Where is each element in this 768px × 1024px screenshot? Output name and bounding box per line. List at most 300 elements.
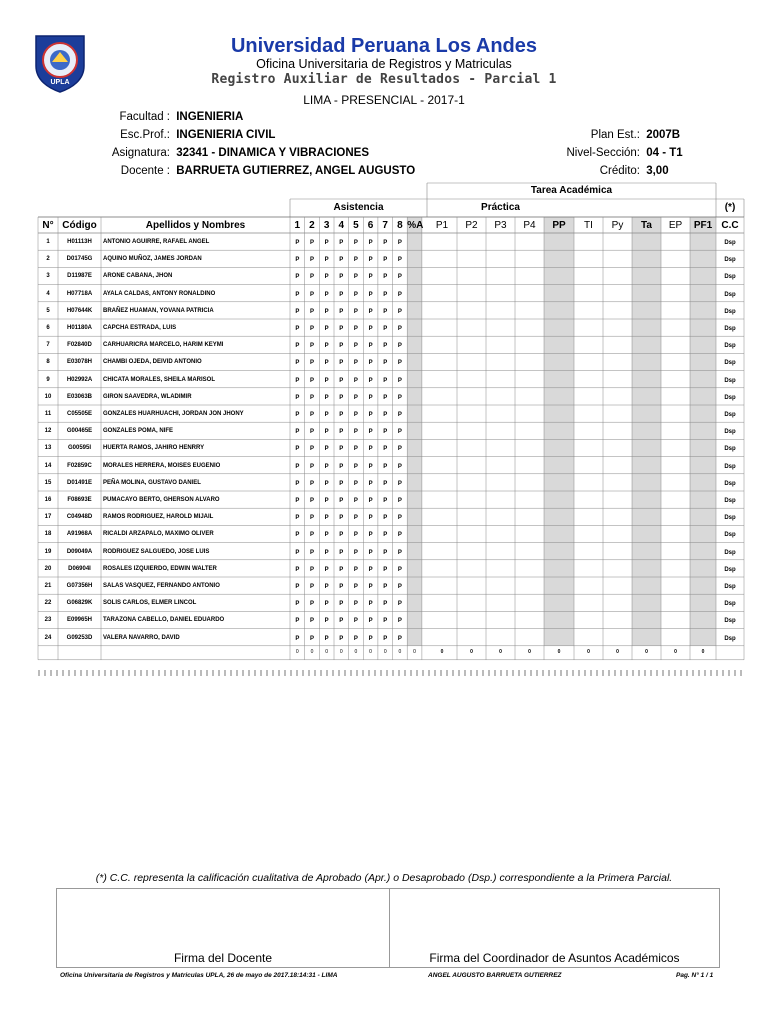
row-attendance: P [309, 343, 314, 350]
row-attendance: P [309, 394, 314, 401]
row-attendance: P [339, 618, 344, 625]
row-attendance: P [324, 480, 329, 487]
row-attendance: P [368, 584, 373, 590]
row-number: 5 [46, 307, 50, 314]
footer-office: Oficina Universitaria de Registros y Matriculas UPLA, 26 de mayo de 2017.18:14:31 - LIMA [60, 972, 338, 979]
row-attendance: P [397, 601, 402, 608]
row-attendance: P [368, 326, 373, 332]
row-attendance: P [309, 618, 314, 625]
header-col-grade: Ta [641, 220, 652, 231]
row-attendance: P [295, 498, 300, 504]
header-col-att: 5 [353, 220, 359, 231]
credito-label: Crédito: [599, 165, 640, 177]
row-attendance: P [397, 377, 402, 384]
total-att: 0 [310, 648, 314, 655]
header-col-grade: P4 [523, 220, 536, 231]
row-code: A91968A [66, 531, 93, 538]
row-attendance: P [368, 498, 373, 504]
row-attendance: P [339, 532, 344, 539]
row-cc: Dsp [724, 377, 736, 384]
row-attendance: P [383, 549, 388, 556]
row-attendance: P [353, 257, 358, 264]
row-attendance: P [295, 429, 300, 436]
row-attendance: P [324, 635, 329, 642]
header-col-grade: PP [552, 220, 566, 231]
row-attendance: P [368, 291, 373, 298]
header-col-att: 2 [309, 220, 315, 231]
row-attendance: P [309, 240, 314, 246]
row-attendance: P [397, 463, 402, 470]
row-number: 1 [46, 239, 50, 245]
nivel-value: 04 - T1 [646, 147, 683, 159]
header-col-att: 3 [323, 220, 330, 231]
row-attendance: P [383, 429, 388, 436]
row-attendance: P [309, 584, 314, 590]
row-number: 22 [44, 600, 52, 607]
row-attendance: P [353, 291, 358, 298]
row-name: TARAZONA CABELLO, DANIEL EDUARDO [103, 617, 225, 624]
row-name: VALERA NAVARRO, DAVID [103, 634, 180, 641]
row-attendance: P [324, 291, 329, 298]
total-grade: 0 [616, 648, 619, 655]
row-attendance: P [353, 635, 358, 642]
row-attendance: P [368, 377, 373, 384]
row-cc: Dsp [724, 308, 736, 315]
row-number: 7 [46, 342, 50, 349]
row-attendance: P [339, 429, 344, 436]
row-attendance: P [368, 412, 373, 418]
row-attendance: P [339, 412, 344, 418]
row-code: D06904I [68, 565, 91, 572]
row-name: GONZALES POMA, NIFE [103, 428, 174, 435]
header-col-att: 7 [382, 220, 388, 231]
row-attendance: P [295, 412, 300, 418]
row-attendance: P [353, 429, 358, 436]
row-attendance: P [397, 566, 402, 573]
row-attendance: P [309, 515, 314, 522]
row-code: E09965H [66, 617, 93, 624]
row-number: 16 [44, 497, 52, 503]
row-code: G00595I [67, 445, 92, 452]
dotted-separator [38, 670, 744, 676]
row-attendance: P [353, 601, 358, 608]
row-attendance: P [324, 429, 329, 436]
row-attendance: P [324, 308, 329, 315]
row-attendance: P [397, 549, 402, 556]
row-attendance: P [397, 360, 402, 367]
row-cc: Dsp [724, 343, 736, 350]
header-col-grade: P1 [435, 220, 449, 231]
total-grade: 0 [499, 648, 502, 655]
row-attendance: P [295, 601, 300, 608]
header-col-att: 6 [367, 220, 374, 231]
total-att: 0 [325, 648, 328, 655]
row-number: 24 [44, 634, 52, 641]
header-col-grade: P3 [494, 220, 507, 231]
row-attendance: P [397, 532, 402, 539]
row-attendance: P [324, 343, 329, 350]
row-attendance: P [383, 480, 388, 487]
row-attendance: P [324, 274, 329, 281]
row-attendance: P [353, 498, 358, 504]
row-attendance: P [397, 635, 402, 642]
row-cc: Dsp [724, 635, 736, 642]
row-attendance: P [397, 394, 402, 401]
row-attendance: P [339, 291, 344, 298]
row-attendance: P [309, 377, 314, 384]
row-attendance: P [324, 584, 329, 590]
row-attendance: P [368, 480, 373, 487]
total-grade: 0 [528, 648, 531, 655]
row-cc: Dsp [724, 446, 736, 453]
row-code: G09253D [66, 634, 93, 641]
row-attendance: P [339, 308, 344, 315]
row-attendance: P [368, 308, 373, 315]
header-col-n: N° [42, 220, 54, 231]
row-attendance: P [383, 566, 388, 573]
footer-page: Pag. N° 1 / 1 [676, 972, 714, 979]
row-code: H02992A [66, 376, 93, 383]
row-number: 14 [44, 462, 52, 469]
row-cc: Dsp [724, 549, 736, 556]
row-attendance: P [368, 515, 373, 522]
row-attendance: P [324, 601, 329, 608]
row-attendance: P [339, 480, 344, 487]
row-attendance: P [397, 480, 402, 487]
row-attendance: P [339, 549, 344, 556]
row-attendance: P [309, 549, 314, 556]
credito-value: 3,00 [646, 165, 669, 177]
shaded-column [407, 217, 422, 646]
shaded-column [544, 217, 574, 646]
row-code: D01745G [66, 256, 93, 263]
row-name: SALAS VASQUEZ, FERNANDO ANTONIO [103, 583, 220, 589]
row-attendance: P [353, 549, 358, 556]
header-col-grade: P2 [465, 220, 478, 231]
row-attendance: P [339, 274, 344, 281]
row-attendance: P [383, 240, 388, 246]
row-attendance: P [324, 360, 329, 367]
header-col-grade: Py [611, 220, 624, 231]
row-attendance: P [383, 618, 388, 625]
total-att: 0 [383, 648, 387, 655]
row-attendance: P [295, 618, 300, 625]
header-col-att: %A [407, 220, 424, 231]
row-code: D09049A [66, 548, 93, 555]
row-attendance: P [383, 463, 388, 470]
signature-box-docente [56, 888, 390, 968]
row-code: G00465E [66, 428, 93, 435]
signature-label-coordinator: Firma del Coordinador de Asuntos Académicos [429, 951, 680, 965]
row-name: RODRIGUEZ SALGUEDO, JOSE LUIS [103, 548, 210, 555]
row-code: F02859C [67, 462, 92, 469]
row-attendance: P [383, 274, 388, 281]
row-attendance: P [397, 412, 402, 418]
row-number: 21 [44, 583, 52, 589]
row-attendance: P [383, 601, 388, 608]
row-attendance: P [295, 584, 300, 590]
row-attendance: P [353, 360, 358, 367]
header-practica: Práctica [481, 202, 520, 213]
row-name: CAPCHA ESTRADA, LUIS [103, 325, 177, 331]
row-cc: Dsp [724, 618, 736, 625]
plan-value: 2007B [646, 129, 681, 141]
total-att: 0 [339, 648, 343, 655]
row-name: SOLIS CARLOS, ELMER LINCOL [103, 600, 197, 607]
total-grade: 0 [440, 648, 444, 655]
row-attendance: P [397, 343, 402, 350]
row-attendance: P [309, 446, 314, 453]
row-attendance: P [295, 463, 300, 470]
row-attendance: P [353, 394, 358, 401]
row-attendance: P [368, 446, 373, 453]
row-name: AYALA CALDAS, ANTONY RONALDINO [103, 290, 216, 297]
row-number: 20 [44, 565, 52, 572]
row-attendance: P [324, 326, 329, 332]
row-attendance: P [295, 394, 300, 401]
row-attendance: P [368, 618, 373, 625]
header-col-codigo: Código [62, 220, 97, 231]
total-grade: 0 [701, 648, 705, 655]
docente-value: BARRUETA GUTIERREZ, ANGEL AUGUSTO [176, 165, 416, 177]
row-attendance: P [397, 291, 402, 298]
row-attendance: P [353, 377, 358, 384]
row-attendance: P [353, 412, 358, 418]
row-attendance: P [383, 584, 388, 590]
row-attendance: P [339, 377, 344, 384]
row-attendance: P [383, 394, 388, 401]
row-attendance: P [353, 480, 358, 487]
row-name: MORALES HERRERA, MOISES EUGENIO [103, 462, 221, 469]
row-cc: Dsp [724, 566, 736, 573]
row-attendance: P [309, 429, 314, 436]
row-attendance: P [383, 291, 388, 298]
row-attendance: P [295, 549, 300, 556]
row-attendance: P [309, 257, 314, 264]
row-name: ARONE CABANA, JHON [103, 273, 173, 280]
row-attendance: P [368, 429, 373, 436]
row-code: F02840D [67, 342, 92, 349]
row-code: E03063B [66, 393, 93, 400]
row-attendance: P [324, 532, 329, 539]
row-attendance: P [324, 463, 329, 470]
row-number: 23 [44, 617, 52, 624]
row-attendance: P [368, 601, 373, 608]
row-number: 6 [46, 325, 50, 331]
row-attendance: P [368, 257, 373, 264]
row-code: C04948D [66, 514, 93, 521]
row-attendance: P [309, 274, 314, 281]
row-attendance: P [295, 515, 300, 522]
row-code: G06829K [66, 600, 93, 607]
row-name: BRAÑEZ HUAMAN, YOVANA PATRICIA [103, 307, 214, 314]
row-attendance: P [339, 257, 344, 264]
total-att: 0 [369, 648, 372, 655]
row-attendance: P [339, 635, 344, 642]
row-attendance: P [397, 308, 402, 315]
row-attendance: P [309, 326, 314, 332]
row-number: 10 [44, 393, 52, 400]
row-attendance: P [397, 515, 402, 522]
row-attendance: P [324, 515, 329, 522]
row-attendance: P [353, 618, 358, 625]
header-col-nombre: Apellidos y Nombres [145, 220, 246, 231]
row-attendance: P [368, 394, 373, 401]
total-att: 0 [354, 648, 358, 655]
row-attendance: P [339, 566, 344, 573]
row-attendance: P [324, 412, 329, 418]
row-attendance: P [295, 360, 300, 367]
row-attendance: P [339, 240, 344, 246]
footnote: (*) C.C. representa la calificación cualitativa de Aprobado (Apr.) o Desaprobado (Dsp.) correspondiente a la Primera Parcial. [95, 872, 673, 884]
row-number: 3 [46, 273, 50, 280]
row-attendance: P [397, 498, 402, 504]
row-attendance: P [295, 257, 300, 264]
row-attendance: P [353, 343, 358, 350]
row-code: D01491E [66, 479, 93, 486]
row-cc: Dsp [724, 532, 736, 539]
row-attendance: P [383, 412, 388, 418]
row-attendance: P [339, 446, 344, 453]
row-attendance: P [309, 566, 314, 573]
row-attendance: P [353, 446, 358, 453]
row-attendance: P [295, 480, 300, 487]
row-attendance: P [353, 240, 358, 246]
row-attendance: P [397, 584, 402, 590]
row-attendance: P [309, 635, 314, 642]
row-attendance: P [324, 549, 329, 556]
row-code: H07644K [66, 307, 93, 314]
row-attendance: P [368, 240, 373, 246]
row-cc: Dsp [724, 601, 736, 608]
row-attendance: P [353, 566, 358, 573]
row-attendance: P [383, 343, 388, 350]
row-number: 4 [46, 290, 50, 297]
row-cc: Dsp [724, 274, 736, 281]
row-attendance: P [339, 394, 344, 401]
facultad-value: INGENIERIA [176, 111, 244, 123]
total-att: 0 [295, 648, 299, 655]
row-attendance: P [353, 515, 358, 522]
row-attendance: P [383, 257, 388, 264]
row-cc: Dsp [724, 515, 736, 522]
row-number: 15 [44, 479, 52, 486]
office-name: Oficina Universitaria de Registros y Matriculas [256, 57, 512, 71]
row-attendance: P [309, 412, 314, 418]
row-name: CHICATA MORALES, SHEILA MARISOL [103, 376, 215, 383]
header-col-grade: PF1 [693, 220, 713, 231]
row-attendance: P [368, 274, 373, 281]
row-cc: Dsp [724, 326, 736, 332]
row-name: HUERTA RAMOS, JAHIRO HENRRY [103, 445, 205, 452]
row-attendance: P [397, 326, 402, 332]
header-col-grade: TI [584, 220, 593, 231]
total-att: 0 [413, 648, 416, 655]
total-grade: 0 [470, 648, 473, 655]
total-grade: 0 [587, 648, 590, 655]
row-attendance: P [353, 532, 358, 539]
row-attendance: P [353, 463, 358, 470]
row-attendance: P [368, 463, 373, 470]
period-label: LIMA - PRESENCIAL - 2017-1 [303, 93, 465, 107]
row-attendance: P [368, 549, 373, 556]
row-attendance: P [324, 498, 329, 504]
row-attendance: P [295, 566, 300, 573]
header-col-grade: C.C [721, 220, 739, 231]
row-code: G07356H [66, 583, 93, 589]
row-attendance: P [309, 463, 314, 470]
row-attendance: P [397, 257, 402, 264]
row-number: 19 [44, 548, 52, 555]
row-attendance: P [353, 326, 358, 332]
row-cc: Dsp [724, 257, 736, 264]
register-title: Registro Auxiliar de Resultados - Parcial 1 [211, 72, 557, 87]
row-name: RAMOS RODRIGUEZ, HAROLD MIJAIL [103, 514, 214, 521]
row-attendance: P [295, 326, 300, 332]
row-cc: Dsp [724, 291, 736, 298]
escprof-value: INGENIERIA CIVIL [176, 129, 276, 141]
row-attendance: P [368, 343, 373, 350]
row-attendance: P [397, 446, 402, 453]
row-attendance: P [324, 394, 329, 401]
row-attendance: P [339, 463, 344, 470]
row-attendance: P [295, 377, 300, 384]
row-attendance: P [309, 360, 314, 367]
row-attendance: P [339, 360, 344, 367]
row-attendance: P [295, 274, 300, 281]
row-attendance: P [339, 326, 344, 332]
docente-label: Docente : [120, 165, 170, 177]
row-code: H07718A [66, 290, 93, 297]
row-attendance: P [383, 446, 388, 453]
row-attendance: P [397, 240, 402, 246]
row-cc: Dsp [724, 240, 736, 246]
row-attendance: P [353, 584, 358, 590]
nivel-label: Nivel-Sección: [566, 147, 640, 159]
total-att: 0 [398, 648, 402, 655]
row-attendance: P [353, 274, 358, 281]
row-attendance: P [368, 566, 373, 573]
row-cc: Dsp [724, 480, 736, 487]
row-name: CARHUARICRA MARCELO, HARIM KEYMI [103, 342, 224, 349]
row-name: GONZALES HUARHUACHI, JORDAN JON JHONY [103, 411, 244, 417]
row-cc: Dsp [724, 584, 736, 590]
row-number: 18 [44, 531, 52, 538]
row-attendance: P [324, 618, 329, 625]
row-number: 17 [44, 514, 52, 521]
shaded-column [632, 217, 661, 646]
row-attendance: P [309, 498, 314, 504]
row-number: 2 [46, 256, 50, 263]
row-attendance: P [324, 446, 329, 453]
row-attendance: P [339, 601, 344, 608]
escprof-label: Esc.Prof.: [120, 129, 170, 141]
row-name: PEÑA MOLINA, GUSTAVO DANIEL [103, 479, 201, 486]
facultad-label: Facultad : [119, 111, 170, 123]
row-attendance: P [383, 360, 388, 367]
row-number: 11 [44, 411, 52, 417]
row-attendance: P [368, 532, 373, 539]
row-attendance: P [309, 480, 314, 487]
row-attendance: P [339, 498, 344, 504]
shaded-column [690, 217, 716, 646]
row-attendance: P [324, 240, 329, 246]
row-attendance: P [397, 429, 402, 436]
row-code: D11987E [67, 273, 92, 280]
plan-label: Plan Est.: [590, 129, 640, 141]
row-attendance: P [339, 584, 344, 590]
row-cc: Dsp [724, 394, 736, 401]
